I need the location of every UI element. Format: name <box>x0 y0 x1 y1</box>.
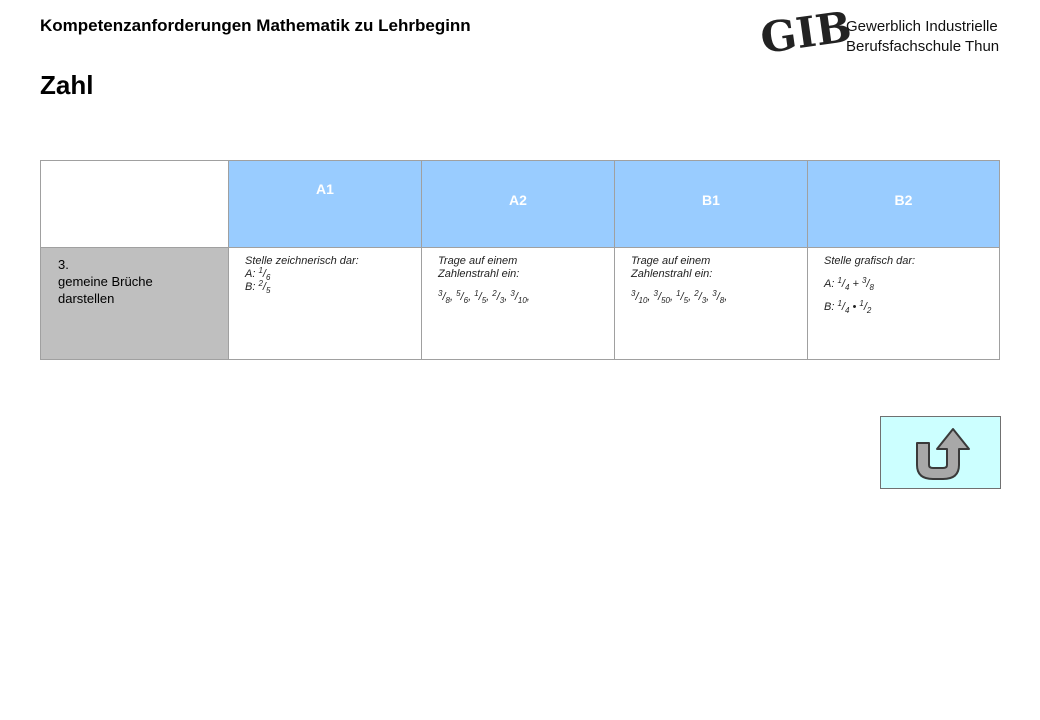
logo-mark-text: GIB <box>757 1 855 64</box>
task-cell-b2 <box>808 248 999 359</box>
fraction: $^3/_{10}$ <box>510 289 527 305</box>
fraction: $^3/_8$ <box>861 276 874 292</box>
fraction: $^1/_5$ <box>474 289 487 305</box>
column-header-b2 <box>808 161 999 248</box>
column-label-a1: A1 <box>316 181 334 197</box>
back-button[interactable] <box>880 416 1001 489</box>
table-header-row <box>41 161 999 248</box>
logo-line-2: Berufsfachschule Thun <box>846 38 1000 55</box>
fraction: $^2/_5$ <box>258 279 271 295</box>
fraction: $^3/_8$ <box>712 289 725 305</box>
topic-line-2: darstellen <box>58 291 115 306</box>
task-cell-b1 <box>615 248 808 359</box>
fraction: $^5/_6$ <box>456 289 469 305</box>
fraction: $^1/_4$ <box>837 299 850 315</box>
header-empty-cell <box>41 161 229 248</box>
task-a2-intro-2: Zahlenstrahl ein: <box>438 268 520 280</box>
task-b1-intro-1: Trage auf einem <box>631 255 711 267</box>
u-turn-arrow-icon <box>911 425 973 483</box>
column-header-a2 <box>422 161 615 248</box>
task-a2-fraction-list: $^3/_8$, $^5/_6$, $^1/_5$, $^2/_3$, $^3/_{10}$, <box>438 289 530 305</box>
task-a1-intro: Stelle zeichnerisch dar: <box>245 255 359 267</box>
task-b2-intro: Stelle grafisch dar: <box>824 255 916 267</box>
fraction: $^2/_3$ <box>694 289 707 305</box>
logo-line-1: Gewerblich Industrielle <box>846 18 998 35</box>
task-cell-a2 <box>422 248 615 359</box>
task-cell-a1 <box>229 248 422 359</box>
fraction: $^2/_3$ <box>492 289 505 305</box>
column-header-a1 <box>229 161 422 248</box>
task-a1-line-b: B: $^2/_5$ <box>245 279 271 295</box>
task-b1-intro-2: Zahlenstrahl ein: <box>631 268 713 280</box>
fraction: $^3/_{50}$ <box>653 289 670 305</box>
topic-line-1: gemeine Brüche <box>58 274 153 289</box>
fraction: $^3/_{10}$ <box>631 289 648 305</box>
column-label-a2: A2 <box>509 192 527 208</box>
gib-logo-mark <box>757 1 855 64</box>
column-header-b1 <box>615 161 808 248</box>
fraction: $^1/_2$ <box>859 299 872 315</box>
task-b2-line-a: A: $^1/_4 + ^3/_8$ <box>824 276 874 292</box>
fraction: $^1/_4$ <box>837 276 850 292</box>
topic-number: 3. <box>58 257 69 272</box>
document-header-title: Kompetenzanforderungen Mathematik zu Lehrbeginn <box>40 16 471 35</box>
fraction: $^1/_5$ <box>676 289 689 305</box>
competence-table <box>40 160 1000 360</box>
task-b1-fraction-list: $^3/_{10}$, $^3/_{50}$, $^1/_5$, $^2/_3$, $^3/_8$, <box>631 289 728 305</box>
fraction: $^1/_6$ <box>258 266 271 282</box>
school-logo <box>757 1 1008 64</box>
column-label-b2: B2 <box>894 192 913 208</box>
task-a1-line-a: A: $^1/_6$ <box>245 266 271 282</box>
page-title: Zahl <box>40 70 94 100</box>
fraction: $^3/_8$ <box>438 289 450 305</box>
column-label-b1: B1 <box>702 192 720 208</box>
topic-cell <box>41 248 229 359</box>
table-row <box>41 248 999 359</box>
task-b2-line-b: B: $^1/_4$ • $^1/_2$ <box>824 299 872 315</box>
task-a2-intro-1: Trage auf einem <box>438 255 518 267</box>
